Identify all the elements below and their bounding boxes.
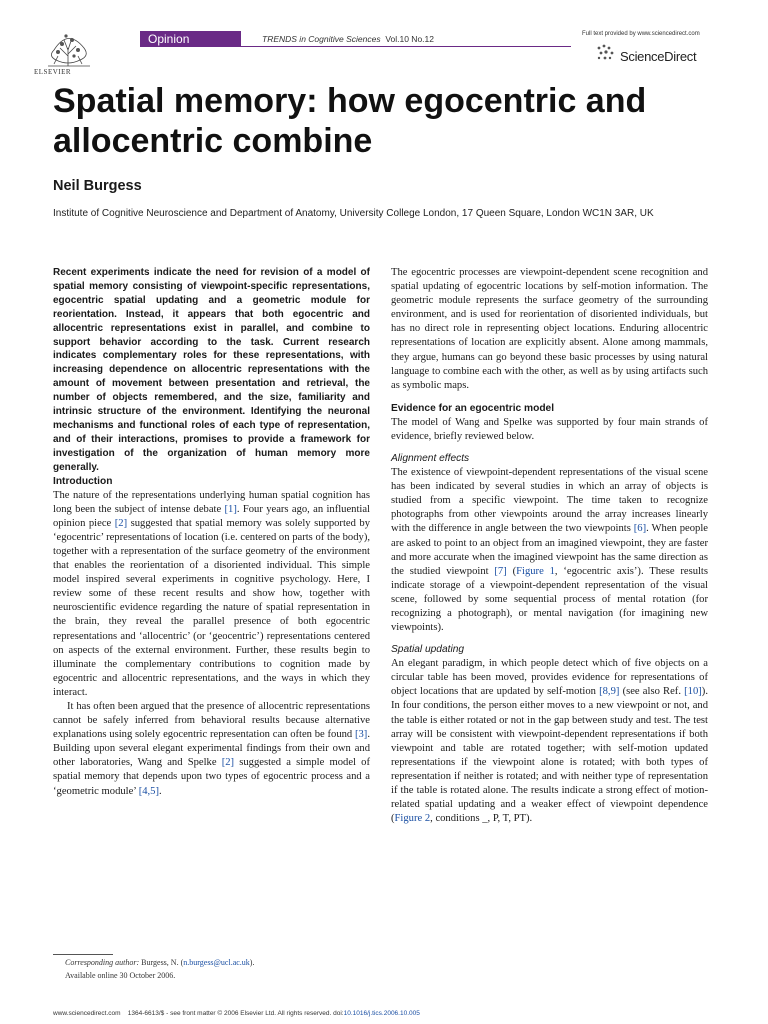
alignment-heading: Alignment effects [391, 453, 470, 465]
text-run: The nature of the representations underlying human spatial cognition has long been the subject of intense debate [53, 489, 370, 515]
citation-link[interactable]: [10] [684, 686, 702, 698]
footer-issn: 1364-6613/$ - see front matter © 2006 Elsevier Ltd. All rights reserved. [127, 1010, 332, 1017]
text-run: The existence of viewpoint-dependent representations of the visual scene has been indicated by several studies in which an array of objects is studied from a specific viewpoint. The time taken to recognize photographs from other viewpoints around the array increases linearly with the difference in angle between the two viewpoints [391, 467, 708, 535]
footnote-name: Burgess, N. [141, 958, 179, 967]
citation-link[interactable]: [3] [354, 729, 368, 741]
text-run: ). In four conditions, the person either moves to a new viewpoint or not, and the table is either rotated or not in the gap between study and test. The test array will be consistent with viewpoint-dependent representations if both viewpoint and table are rotated together; with self-motion updated representations if the viewpoint alone is rotated; with both types of representation if neither is rotated; and with neither type of representation if the table is rotated alone. The results indicate a strong effect of motion-related spatial updating and a weaker effect of viewpoint dependence ( [391, 686, 708, 825]
text-run: ( [506, 565, 517, 577]
author-affiliation: Institute of Cognitive Neuroscience and Department of Anatomy, University College London, 17 Queen Square, London WC1N 3AR, UK [53, 208, 654, 219]
citation-link[interactable]: [4,5] [138, 785, 160, 797]
evidence-paragraph: The model of Wang and Spelke was supported by four main strands of evidence, briefly reviewed below. [391, 416, 708, 442]
publisher-logo-text: ELSEVIER [34, 68, 72, 76]
text-run: , conditions _, P, T, PT). [430, 813, 533, 825]
section-tab: Opinion [140, 31, 241, 47]
footnote-label: Corresponding author: [65, 958, 140, 967]
sciencedirect-wordmark: ScienceDirect [620, 49, 697, 64]
text-run: . Four years ago, an influential opinion piece [53, 503, 371, 529]
footnote [53, 954, 373, 982]
citation-link[interactable]: [2] [221, 757, 235, 769]
figure-link[interactable]: Figure 2 [394, 813, 431, 825]
citation-link[interactable]: [1] [224, 503, 237, 515]
author-email-link[interactable]: n.burgess@ucl.ac.uk [183, 958, 250, 967]
footer-doi-label: doi: [333, 1010, 344, 1017]
text-run: , ‘egocentric axis’). These results indicate storage of a viewpoint-dependent representation of the visual scene, followed by some sequential process of mental rotation (for recognizing a photograph), or mental navigation (for imagining new viewpoints). [391, 565, 708, 634]
text-run: . [159, 785, 162, 797]
footer-site-link[interactable]: www.sciencedirect.com [53, 1010, 121, 1017]
introduction-heading: Introduction [53, 475, 113, 487]
updating-paragraph [391, 657, 708, 826]
citation-link[interactable]: [2] [114, 517, 128, 529]
available-online: Available online 30 October 2006. [65, 971, 176, 980]
page-footer [53, 1010, 420, 1017]
text-run: . Building upon several elegant experimental findings from their own and other laboratories, Wang and Spelke [53, 729, 370, 769]
elsevier-tree-logo [34, 26, 104, 80]
citation-link[interactable]: [8,9] [599, 686, 620, 698]
journal-line [262, 34, 434, 44]
intro-paragraph-1 [53, 489, 370, 700]
article-author: Neil Burgess [53, 178, 142, 194]
left-column [53, 266, 370, 799]
model-paragraph: The egocentric processes are viewpoint-dependent scene recognition and spatial updating of egocentric locations by self-motion information. The geometric module represents the surface geometry of the surrounding environment, and is used for reorientation of disoriented individuals, but has no direct role in representing object locations. Enduring allocentric representations of location are explicitly absent. Alone among mammals, they argue, humans can go beyond these basic processes by using natural language to combine each with the other, as well as by using artifacts such as symbolic maps. [391, 267, 708, 391]
text-run: (see also Ref. [619, 686, 685, 698]
text-run: It has often been argued that the presence of allocentric representations cannot be safely inferred from behavioral results because alternative explanations using solely egocentric representation can often be found [53, 701, 370, 741]
header-rule [241, 46, 571, 47]
intro-paragraph-2 [53, 700, 370, 799]
text-run: suggested a simple model of spatial memory that depends upon two types of egocentric process and a ‘geometric module’ [53, 757, 370, 797]
spatial-updating-heading: Spatial updating [391, 644, 465, 656]
journal-volume: Vol.10 No.12 [385, 34, 434, 44]
doi-link[interactable]: 10.1016/j.tics.2006.10.005 [343, 1010, 420, 1017]
corresponding-author: Corresponding author: Burgess, N. (n.burgess@ucl.ac.uk). [65, 958, 255, 967]
text-run: . When people are asked to point to an object from an imagined viewpoint, they are faster and more accurate when the imagined viewpoint has the same direction as the studied viewpoint [391, 523, 708, 577]
citation-link[interactable]: [7] [494, 565, 507, 577]
evidence-heading: Evidence for an egocentric model [391, 402, 555, 414]
alignment-paragraph [391, 466, 708, 635]
figure-link[interactable]: Figure 1 [516, 565, 555, 577]
right-column [391, 266, 708, 826]
abstract: Recent experiments indicate the need for revision of a model of spatial memory consisting of viewpoint-specific representations, egocentric spatial updating and a geometric module for reorientation. Instead, it appears that both egocentric and allocentric representations exist in parallel, and combine to support behavior according to the task. Current research indicates complementary roles for these representations, with increasing dependence on allocentric representations with the amount of movement between presentation and retrieval, the number of objects remembered, and the size, familiarity and intrinsic structure of the environment. Identifying the neuronal mechanisms and functional roles of each type of representation, and of their interactions, promises to provide a framework for investigation of the organization of human memory more generally. [53, 267, 370, 473]
article-title: Spatial memory: how egocentric and allocentric combine [53, 82, 647, 160]
citation-link[interactable]: [6] [633, 523, 647, 535]
sciencedirect-dots-icon [596, 44, 618, 62]
journal-name: TRENDS in Cognitive Sciences [262, 34, 381, 44]
text-run: An elegant paradigm, in which people detect which of five objects on a circular table has been moved, provides evidence for representations of object locations that are updated by self-motion [391, 658, 708, 698]
fulltext-note: Full text provided by www.sciencedirect.com [582, 31, 700, 37]
text-run: suggested that spatial memory was solely supported by ‘egocentric’ representations of location (i.e. centered on parts of the body), together with a representation of the surface geometry of the environment that enables the reorientation of a disoriented individual. This simple model inspired several experiments in cognitive psychology. Here, I review some of these recent results and show how, together with neuroscientific evidence regarding the nature of spatial representation in the brain, they reveal the parallel presence of both egocentric representations and ‘allocentric’ (or ‘geocentric’) representations centered on aspects of the external environment. Further, these results begin to illuminate the complementary contributions to cognition made by egocentric and allocentric representations, and the ways in which they interact. [53, 517, 370, 698]
